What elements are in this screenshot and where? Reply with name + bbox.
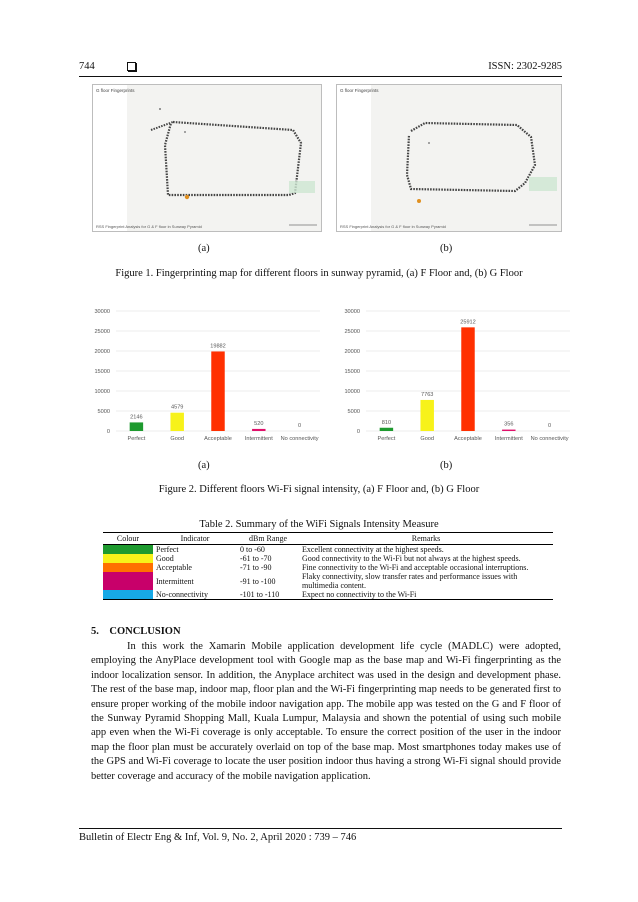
- y-tick-label: 10000: [344, 389, 360, 395]
- y-tick-label: 25000: [344, 329, 360, 335]
- data-label: 0: [548, 423, 552, 429]
- data-label: 356: [504, 421, 514, 428]
- y-tick-label: 15000: [94, 369, 110, 375]
- colour-swatch: [103, 554, 153, 563]
- footer-citation: Bulletin of Electr Eng & Inf, Vol. 9, No. 2, April 2020 : 739 – 746: [79, 832, 357, 843]
- data-label: 7763: [420, 391, 434, 398]
- data-label: 0: [298, 423, 302, 429]
- signal-bar-chart-a: [80, 300, 325, 450]
- x-tick-label: Acceptable: [204, 436, 232, 442]
- column-header: dBm Range: [237, 533, 299, 545]
- bar: [252, 429, 265, 431]
- x-tick-label: No connectivity: [530, 436, 569, 442]
- y-tick-label: 20000: [94, 349, 110, 355]
- x-tick-label: Intermittent: [494, 436, 523, 442]
- bar: [420, 400, 433, 431]
- x-tick-label: No connectivity: [280, 436, 319, 442]
- table-header-row: [103, 533, 553, 545]
- bar: [461, 327, 474, 431]
- fingerprint-path: [337, 85, 561, 231]
- fingerprint-map-b: [336, 84, 562, 232]
- table-row: [103, 590, 553, 600]
- bar: [502, 430, 515, 431]
- figure2-caption: Figure 2. Different floors Wi-Fi signal intensity, (a) F Floor and, (b) G Floor: [158, 484, 480, 495]
- remarks-cell: Flaky connectivity, slow transfer rates and performance issues with multimedia content.: [302, 572, 518, 590]
- x-tick-label: Perfect: [127, 436, 146, 442]
- data-label: 4579: [170, 404, 184, 411]
- map-footer: RSS Fingerprint Analysis for G & F floor in Sunway Pyramid: [340, 224, 446, 229]
- figure1-label-b: (b): [440, 243, 453, 254]
- section-heading: 5. CONCLUSION: [91, 626, 181, 637]
- page-number: 744: [79, 61, 95, 72]
- fingerprint-path: [93, 85, 321, 231]
- y-tick-label: 25000: [94, 329, 110, 335]
- indicator-cell: Perfect: [156, 545, 179, 554]
- range-cell: -71 to -90: [240, 563, 272, 572]
- colour-swatch: [103, 563, 153, 572]
- indicator-cell: Good: [156, 554, 174, 563]
- bar: [170, 413, 183, 431]
- colour-swatch: [103, 572, 153, 590]
- data-label: 2146: [130, 414, 143, 421]
- map-footer: RSS Fingerprint Analysis for G & F floor in Sunway Pyramid: [96, 224, 202, 229]
- indicator-cell: Acceptable: [156, 563, 192, 572]
- signal-bar-chart-b: [330, 300, 575, 450]
- colour-swatch: [103, 590, 153, 600]
- square-icon: [127, 62, 136, 71]
- y-tick-label: 0: [106, 429, 110, 435]
- table-row: [103, 572, 553, 590]
- table2-caption: Table 2. Summary of the WiFi Signals Intensity Measure: [199, 519, 439, 530]
- figure2-label-b: (b): [440, 460, 453, 471]
- data-label: 810: [381, 419, 392, 426]
- y-tick-label: 15000: [344, 369, 360, 375]
- figure1-label-a: (a): [198, 243, 210, 254]
- issn: ISSN: 2302-9285: [488, 61, 562, 72]
- x-tick-label: Perfect: [377, 436, 396, 442]
- colour-swatch: [103, 545, 153, 555]
- remarks-cell: Excellent connectivity at the highest speeds.: [302, 545, 444, 554]
- table-row: [103, 554, 553, 563]
- summary-table: [103, 532, 553, 600]
- column-header: Indicator: [153, 533, 237, 545]
- y-tick-label: 20000: [344, 349, 360, 355]
- bar: [380, 428, 393, 431]
- y-tick-label: 10000: [94, 389, 110, 395]
- map-title: G floor Fingerprints: [96, 88, 135, 93]
- header-rule: [79, 76, 562, 77]
- x-tick-label: Good: [170, 436, 185, 442]
- map-title: G floor Fingerprints: [340, 88, 379, 93]
- fingerprint-map-a: [92, 84, 322, 232]
- bar: [130, 422, 143, 431]
- column-header: Remarks: [299, 533, 553, 545]
- remarks-cell: Fine connectivity to the Wi-Fi and acceptable occasional interruptions.: [302, 563, 529, 572]
- range-cell: -91 to -100: [240, 576, 276, 586]
- range-cell: -61 to -70: [240, 554, 272, 563]
- data-label: 19882: [210, 343, 226, 350]
- conclusion-paragraph: In this work the Xamarin Mobile application development life cycle (MADLC) were adopted, employing the AnyPlace development tool with Google map as the base map and Wi-Fi fingerprinting as the indoor localization sensor. In addition, the Anyplace architect was used in the design and development phase. The rest of the base map, indoor map, floor plan and the Wi-Fi fingerprinting map needs to be generated first to ensure proper working of the mobile indoor navigation app. The mobile app was tested on the G and F floor of the Sunway Pyramid Shopping Mall, Kuala Lumpur, Malaysia and shown the potential of using such mobile app even when the Wi-Fi coverage is only acceptable. To ensure the correct position of the user in the indoor map the floor plan must be accurately overlaid on top of the base map. Most smartphones today makes use of the GPS and Wi-Fi coverage to locate the user position indoor thus having a strong Wi-Fi signal should provide better coverage and accuracy of the mobile navigation application.: [91, 641, 561, 782]
- x-tick-label: Good: [420, 436, 435, 442]
- y-tick-label: 5000: [347, 409, 360, 415]
- x-tick-label: Intermittent: [244, 436, 273, 442]
- indicator-cell: Intermittent: [156, 576, 194, 586]
- table-row: [103, 563, 553, 572]
- y-tick-label: 5000: [97, 409, 110, 415]
- range-cell: 0 to -60: [240, 545, 265, 554]
- range-cell: -101 to -110: [237, 590, 299, 600]
- y-tick-label: 30000: [94, 309, 110, 315]
- data-label: 520: [254, 420, 264, 427]
- indicator-cell: No-connectivity: [153, 590, 237, 600]
- footer-rule: [79, 828, 562, 829]
- table-row: [103, 545, 553, 555]
- data-label: 25912: [460, 319, 476, 326]
- remarks-cell: Good connectivity to the Wi-Fi but not always at the highest speeds.: [302, 554, 521, 563]
- figure2-label-a: (a): [198, 460, 210, 471]
- y-tick-label: 30000: [344, 309, 360, 315]
- bar: [211, 351, 224, 431]
- column-header: Colour: [103, 533, 153, 545]
- figure1-caption: Figure 1. Fingerprinting map for different floors in sunway pyramid, (a) F Floor and, (b) G Floor: [115, 268, 523, 279]
- x-tick-label: Acceptable: [454, 436, 482, 442]
- y-tick-label: 0: [356, 429, 360, 435]
- remarks-cell: Expect no connectivity to the Wi-Fi: [299, 590, 553, 600]
